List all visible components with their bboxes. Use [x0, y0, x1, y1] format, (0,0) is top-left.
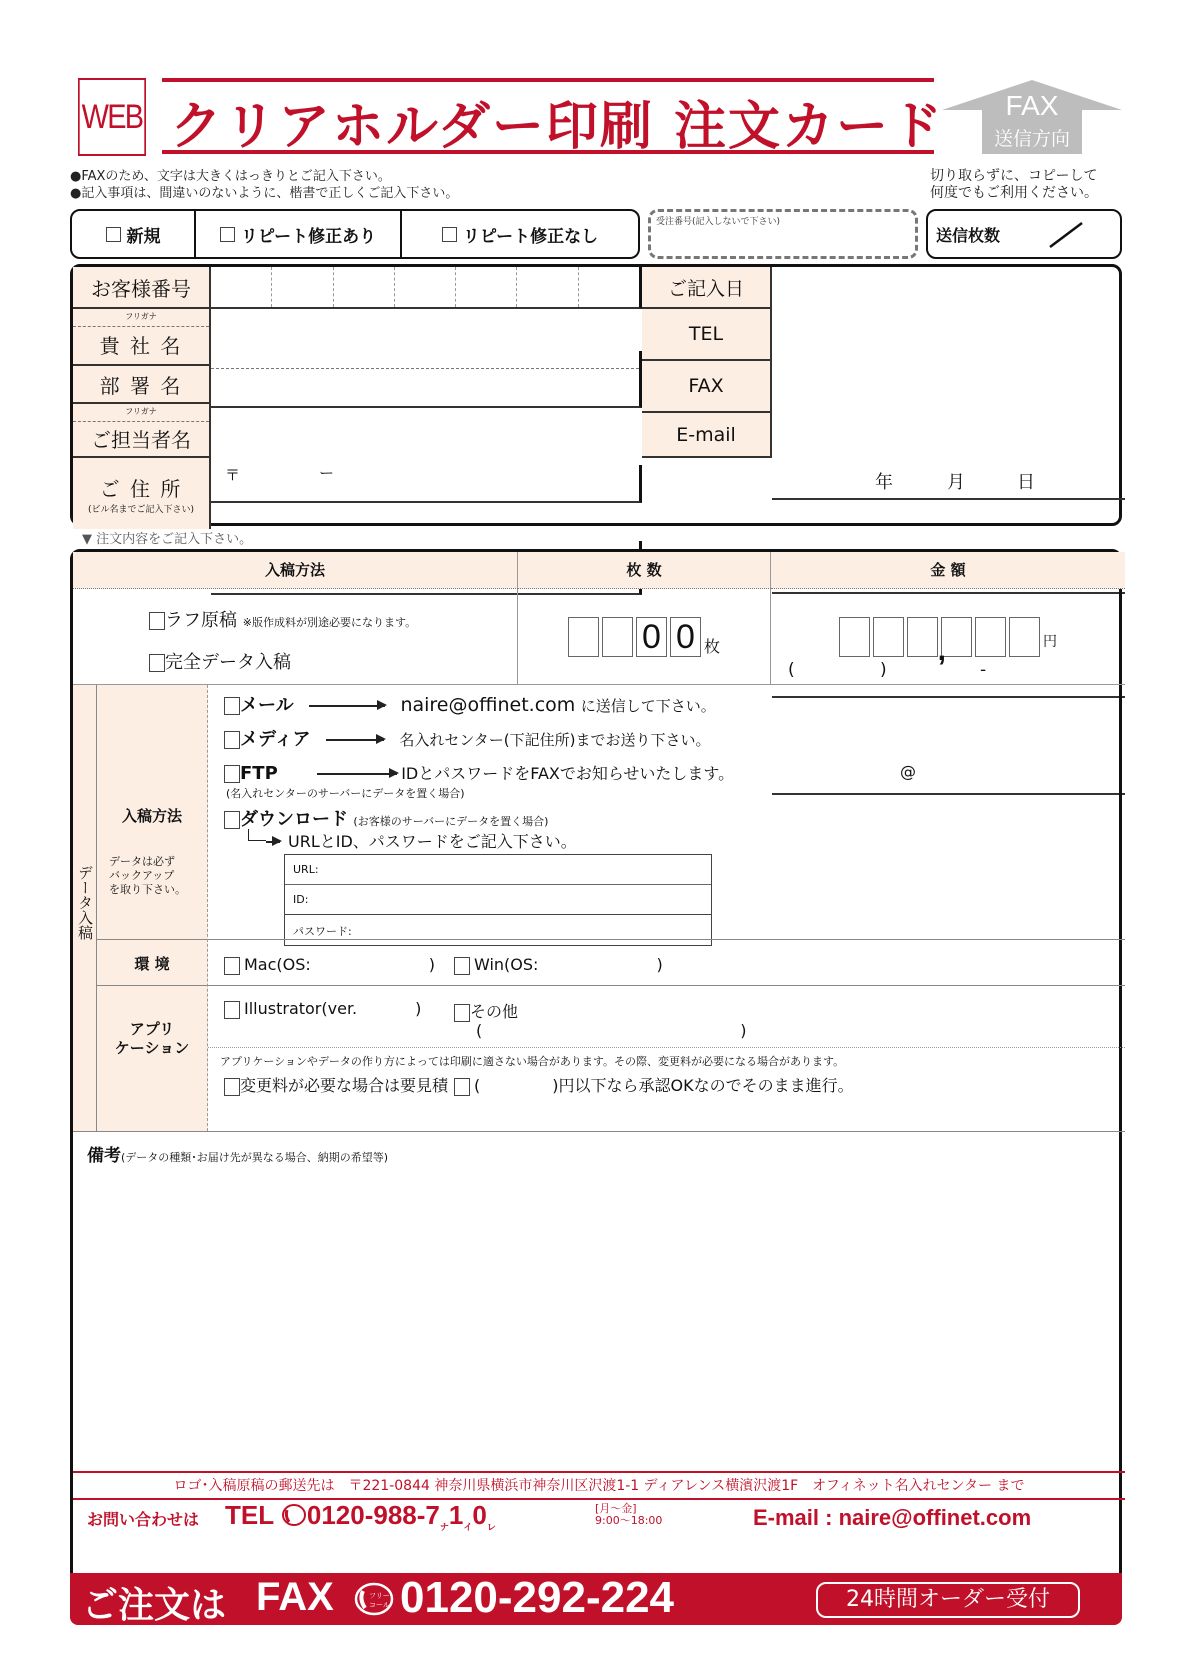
close-paren: ) — [428, 955, 436, 974]
year-label: 年 — [875, 472, 893, 493]
web-badge — [78, 78, 146, 156]
tel-digit: 1 — [448, 1500, 464, 1530]
checkbox[interactable] — [149, 654, 165, 672]
close-paren: ) — [740, 1021, 747, 1040]
backup-note — [109, 855, 186, 897]
amount-digit[interactable] — [839, 617, 870, 657]
free-call-icon — [281, 1502, 307, 1528]
close-paren: ) — [415, 999, 422, 1018]
checkbox[interactable] — [220, 227, 235, 242]
checkbox[interactable] — [224, 1001, 240, 1019]
amount-comma: , — [937, 633, 946, 667]
paren-open: ( — [788, 660, 795, 680]
option-label: ラフ原稿 — [165, 610, 237, 631]
free-call-text: フリー — [369, 1592, 390, 1600]
month-label: 月 — [947, 472, 965, 493]
amount-digit[interactable] — [975, 617, 1006, 657]
label-text: 部 署 名 — [99, 373, 183, 398]
department-label — [73, 366, 211, 404]
backup-note-3: を取り下さい。 — [109, 883, 186, 896]
instructions — [70, 168, 458, 202]
checkbox[interactable] — [149, 612, 165, 630]
amount-digit[interactable] — [873, 617, 904, 657]
tel-label: TEL — [225, 1500, 274, 1530]
remarks-note: (データの種類･お届け先が異なる場合、納期の希望等) — [121, 1151, 389, 1164]
slash-icon — [1046, 221, 1086, 249]
business-hours — [595, 1503, 662, 1527]
send-count-box[interactable] — [926, 209, 1122, 259]
arrow-icon — [326, 739, 384, 741]
option-label: FTP — [240, 763, 278, 784]
arrow-icon — [266, 841, 280, 843]
order-header-row — [73, 552, 1125, 589]
page-title: クリアホルダー印刷 注文カード — [170, 97, 945, 157]
order-section — [70, 549, 1122, 1625]
qty-digit[interactable] — [568, 617, 599, 657]
day-label: 日 — [1017, 472, 1035, 493]
mailing-address: ロゴ･入稿原稿の郵送先は 〒221-0844 神奈川県横浜市神奈川区沢渡1-1 ディアレンス横濱沢渡1F オフィネット名入れセンター まで — [173, 1478, 1025, 1494]
paren-open: ( — [474, 1076, 481, 1095]
data-submission-side — [73, 685, 97, 1131]
remarks-title: 備考 — [87, 1146, 121, 1166]
checkbox[interactable] — [224, 697, 240, 715]
option-label: ダウンロード — [240, 809, 348, 830]
order-number-box — [648, 209, 918, 259]
hyphen: - — [980, 660, 987, 680]
data-submission-labels — [97, 685, 208, 1131]
data-submission-options — [208, 685, 1125, 1131]
other-app-input[interactable] — [476, 1021, 747, 1040]
paren-open: ( — [476, 1021, 483, 1040]
password-label: パスワード: — [293, 925, 352, 938]
mail-instruction: に送信して下さい。 — [580, 697, 716, 715]
rough-draft-option[interactable] — [149, 606, 416, 632]
checkbox[interactable] — [454, 1004, 470, 1022]
option-new[interactable] — [72, 211, 196, 257]
mail-option[interactable] — [224, 691, 716, 717]
arrow-icon — [309, 705, 385, 707]
app-warning: アプリケーションやデータの作り方によっては印刷に適さない場合があります。その際、変更料が必要になる場合があります。 — [220, 1055, 845, 1068]
checkbox[interactable] — [224, 811, 240, 829]
checkbox[interactable] — [106, 227, 121, 242]
illustrator-label: Illustrator(ver. — [244, 999, 358, 1018]
company-label — [73, 309, 211, 366]
option-repeat-with-changes[interactable] — [196, 211, 402, 257]
checkbox[interactable] — [454, 1078, 470, 1096]
qty-digit[interactable] — [602, 617, 633, 657]
label-text: ご担当者名 — [91, 427, 191, 452]
ftp-instruction: IDとパスワードをFAXでお知らせいたします。 — [401, 764, 735, 783]
instruction-2: ●記入事項は、間違いのないように、楷書で正しくご記入下さい。 — [70, 186, 459, 201]
date-label — [642, 267, 772, 309]
amount-input[interactable] — [771, 589, 1125, 685]
address-label — [73, 458, 211, 529]
download-credentials-box — [284, 854, 712, 946]
app-label-2: ケーション — [114, 1039, 190, 1057]
url-label: URL: — [293, 863, 319, 876]
arrow-icon — [317, 773, 397, 775]
option-label: メール — [240, 695, 294, 716]
download-note: (お客様のサーバーにデータを置く場合) — [353, 815, 549, 828]
download-option[interactable] — [224, 805, 548, 831]
checkbox[interactable] — [224, 765, 240, 783]
env-label: 環 境 — [134, 955, 170, 973]
download-instruction: URLとID、パスワードをご記入下さい。 — [288, 832, 577, 851]
checkbox[interactable] — [224, 957, 240, 975]
ftp-note: (名入れセンターのサーバーにデータを置く場合) — [226, 787, 465, 800]
remarks-label — [87, 1141, 388, 1166]
win-label: Win(OS: — [474, 955, 539, 974]
illustrator-option[interactable] — [224, 999, 421, 1019]
other-label: その他 — [470, 1002, 519, 1021]
option-label: 完全データ入稿 — [165, 652, 291, 673]
close-paren: ) — [656, 955, 663, 974]
win-option[interactable] — [454, 955, 663, 975]
instruction-1: ●FAXのため、文字は大きくはっきりとご記入下さい。 — [70, 169, 391, 184]
fax-direction-sublabel: 送信方向 — [993, 128, 1070, 150]
web-badge-text: WEB — [81, 97, 143, 136]
copy-note — [930, 168, 1098, 202]
estimate-label: 変更料が必要な場合は要見積 — [240, 1076, 449, 1095]
qty-unit: 枚 — [703, 637, 720, 656]
furigana-label: フリガナ — [125, 312, 157, 321]
id-field[interactable] — [285, 885, 711, 915]
side-label: データ入稿 — [76, 865, 94, 940]
send-count-label: 送信枚数 — [936, 225, 1001, 245]
label-text: E-mail — [676, 423, 736, 446]
amount-digit[interactable] — [1009, 617, 1040, 657]
mail-address: naire@offinet.com — [400, 694, 576, 716]
24h-order-badge: 24時間オーダー受付 — [816, 1582, 1080, 1618]
contact-email[interactable]: E-mail : naire@offinet.com — [753, 1505, 1032, 1530]
email-label — [642, 413, 772, 458]
at-sign: @ — [900, 762, 916, 781]
amount-unit: 円 — [1043, 633, 1057, 650]
backup-note-2: バックアップ — [109, 869, 175, 882]
postal-dash: ー — [319, 464, 335, 482]
company-input[interactable] — [211, 351, 642, 408]
tel-kana: イ — [463, 1522, 473, 1533]
app-label — [97, 1020, 207, 1058]
inquiry-tel[interactable] — [225, 1500, 496, 1533]
person-label — [73, 404, 211, 458]
checkbox[interactable] — [224, 1078, 240, 1096]
fax-label: FAX — [256, 1575, 334, 1619]
checkbox[interactable] — [442, 227, 457, 242]
furigana-label: フリガナ — [125, 407, 157, 416]
free-call-text: コール — [369, 1601, 390, 1609]
app-label-1: アプリ — [129, 1020, 175, 1038]
other-app-option[interactable] — [454, 999, 518, 1022]
ftp-option[interactable] — [224, 761, 734, 784]
amount-digit[interactable] — [907, 617, 946, 667]
hours-time: 9:00～18:00 — [595, 1514, 663, 1527]
date-input[interactable] — [772, 458, 1125, 500]
fax-label — [642, 361, 772, 413]
label-text: お客様番号 — [91, 276, 191, 301]
full-data-option[interactable] — [149, 648, 291, 674]
tel-kana: ナ — [439, 1522, 449, 1533]
corner-arrow-icon — [248, 829, 266, 841]
order-hint: ▼ 注文内容をご記入下さい。 — [82, 532, 253, 547]
remarks-input[interactable] — [73, 1164, 1125, 1472]
tel-number: 0120-988-7 — [306, 1500, 440, 1530]
label-text: TEL — [688, 323, 724, 345]
rough-note: ※版作成料が別途必要になります。 — [242, 616, 417, 629]
approve-text: )円以下なら承認OKなのでそのまま進行。 — [552, 1076, 854, 1095]
customer-no-label — [73, 267, 211, 309]
fax-number[interactable]: 0120-292-224 — [400, 1573, 675, 1622]
checkbox[interactable] — [224, 731, 240, 749]
inquiry-label: お問い合わせは — [87, 1510, 200, 1529]
fax-direction-label: FAX — [1005, 90, 1059, 121]
draft-type-cell — [73, 589, 518, 685]
method-label: 入稿方法 — [121, 807, 182, 825]
order-by-label: ご注文は — [82, 1585, 227, 1626]
fax-order-banner — [70, 1573, 1122, 1625]
label-text: 貴 社 名 — [99, 334, 183, 358]
digit-guides — [211, 267, 639, 307]
col-qty-header: 枚 数 — [518, 552, 771, 589]
order-number-label: 受注番号(記入しないで下さい) — [656, 217, 781, 227]
option-repeat-no-changes[interactable] — [402, 211, 638, 257]
quantity-input[interactable] — [518, 589, 771, 685]
media-instruction: 名入れセンター(下記住所)までお送り下さい。 — [399, 731, 711, 749]
option-label: 新規 — [126, 226, 161, 247]
estimate-option[interactable] — [224, 1073, 448, 1096]
title-rule-top — [162, 78, 934, 82]
free-call-icon — [354, 1581, 394, 1617]
order-type-box — [70, 209, 640, 259]
approve-option[interactable] — [454, 1073, 854, 1096]
mac-option[interactable] — [224, 955, 435, 975]
option-label: リピート修正なし — [462, 226, 599, 247]
tel-digit: 0 — [472, 1500, 487, 1530]
paren-close: ) — [880, 660, 887, 680]
id-label: ID: — [293, 893, 309, 906]
backup-note-1: データは必ず — [109, 855, 175, 868]
tel-kana: レ — [486, 1522, 496, 1533]
label-text: ご記入日 — [667, 277, 744, 300]
tel-label — [642, 309, 772, 361]
label-text: ご 住 所 — [99, 476, 183, 501]
copy-note-1: 切り取らずに、コピーして — [930, 168, 1098, 184]
postal-mark: 〒 — [225, 466, 241, 484]
checkbox[interactable] — [454, 957, 470, 975]
hours-days: [月～金] — [595, 1502, 637, 1515]
option-label: メディア — [240, 729, 311, 750]
col-amount-header: 金 額 — [771, 552, 1125, 589]
copy-note-2: 何度でもご利用ください。 — [930, 185, 1098, 201]
option-label: リピート修正あり — [240, 226, 377, 247]
label-text: FAX — [688, 375, 724, 397]
address-note: (ビル名までご記入下さい) — [87, 504, 195, 515]
url-field[interactable] — [285, 855, 711, 885]
download-instruction-row — [248, 829, 577, 852]
media-option[interactable] — [224, 725, 710, 751]
qty-digit[interactable]: 0 — [636, 617, 667, 657]
mac-label: Mac(OS: — [244, 955, 311, 974]
customer-no-input[interactable] — [211, 267, 642, 309]
qty-digit[interactable]: 0 — [670, 617, 701, 657]
col-method-header: 入稿方法 — [73, 552, 518, 589]
